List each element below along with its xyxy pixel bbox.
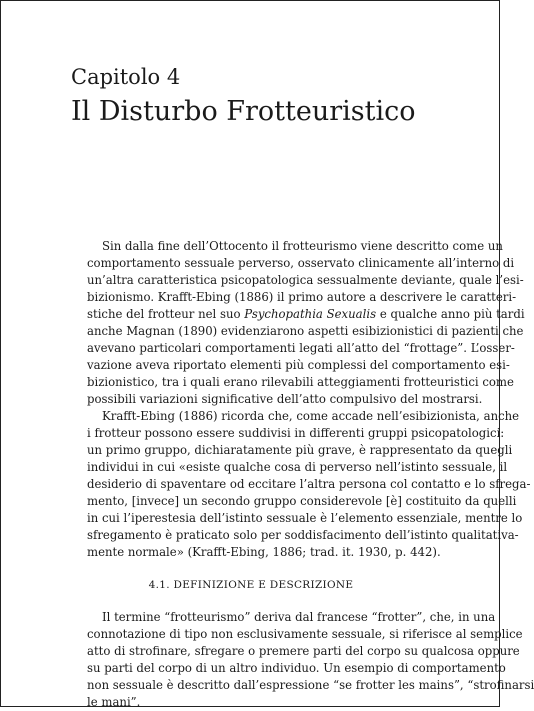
paragraph-3-line: atto di strofinare, sfregare o premere parti del corpo su qualcosa oppure (87, 644, 520, 658)
section-heading: 4.1. DEFINIZIONE E DESCRIZIONE (148, 579, 354, 591)
paragraph-1-line: possibili variazioni significative dell’atto compulsivo del mostrarsi. (87, 392, 483, 406)
paragraph-2-line: desiderio di spaventare od eccitare l’altra persona col contatto e lo sfrega- (87, 477, 531, 491)
paragraph-1-line: bizionismo. Krafft-Ebing (1886) il primo autore a descrivere le caratteri- (87, 290, 517, 304)
paragraph-1-line: un’altra caratteristica psicopatologica sessualmente deviante, quale l’esi- (87, 273, 524, 287)
paragraph-3-line: le mani”. (87, 695, 141, 709)
paragraph-3-line: connotazione di tipo non esclusivamente sessuale, si riferisce al semplice (87, 627, 523, 641)
paragraph-2-line: mento, [invece] un secondo gruppo considerevole [è] costituito da quelli (87, 494, 517, 508)
paragraph-1-line: comportamento sessuale perverso, osservato clinicamente all’interno di (87, 256, 515, 270)
paragraph-2-line: i frotteur possono essere suddivisi in differenti gruppi psicopatologici: (87, 426, 505, 440)
paragraph-1-line: anche Magnan (1890) evidenziarono aspetti esibizionistici di pazienti che (87, 324, 524, 338)
paragraph-3-line: Il termine “frotteurismo” deriva dal francese “frotter”, che, in una (102, 610, 496, 624)
paragraph-2-line: Krafft-Ebing (1886) ricorda che, come accade nell’esibizionista, anche (102, 409, 520, 423)
paragraph-1-line: vazione aveva riportato elementi più complessi del comportamento esi- (87, 358, 510, 372)
book-title-italic: Psychopathia Sexualis (244, 307, 377, 321)
paragraph-2-line: sfregamento è praticato solo per soddisfacimento dell’istinto qualitativa- (87, 528, 519, 542)
paragraph-2-line: un primo gruppo, dichiaratamente più grave, è rappresentato da quegli (87, 443, 513, 457)
paragraph-1-line: avevano particolari comportamenti legati all’atto del “frottage”. L’osser- (87, 341, 515, 355)
paragraph-1-line: bizionistico, tra i quali erano rilevabili atteggiamenti frotteuristici come (87, 375, 514, 389)
paragraph-3-line: su parti del corpo di un altro individuo. Un esempio di comportamento (87, 661, 506, 675)
chapter-title: Il Disturbo Frotteuristico (71, 96, 416, 127)
paragraph-2-line: individui in cui «esiste qualche cosa di perverso nell’istinto sessuale, il (87, 460, 508, 474)
paragraph-1-line: stiche del frotteur nel suo Psychopathia Sexualis e qualche anno più tardi (87, 307, 525, 321)
paragraph-1-line: Sin dalla fine dell’Ottocento il frotteurismo viene descritto come un (102, 239, 503, 253)
paragraph-3-line: non sessuale è descritto dall’espressione “se frotter les mains”, “strofinarsi (87, 678, 534, 692)
paragraph-2-line: in cui l’iperestesia dell’istinto sessuale è l’elemento essenziale, mentre lo (87, 511, 523, 525)
paragraph-2-line: mente normale» (Krafft-Ebing, 1886; trad. it. 1930, p. 442). (87, 545, 441, 559)
chapter-label: Capitolo 4 (71, 65, 181, 89)
